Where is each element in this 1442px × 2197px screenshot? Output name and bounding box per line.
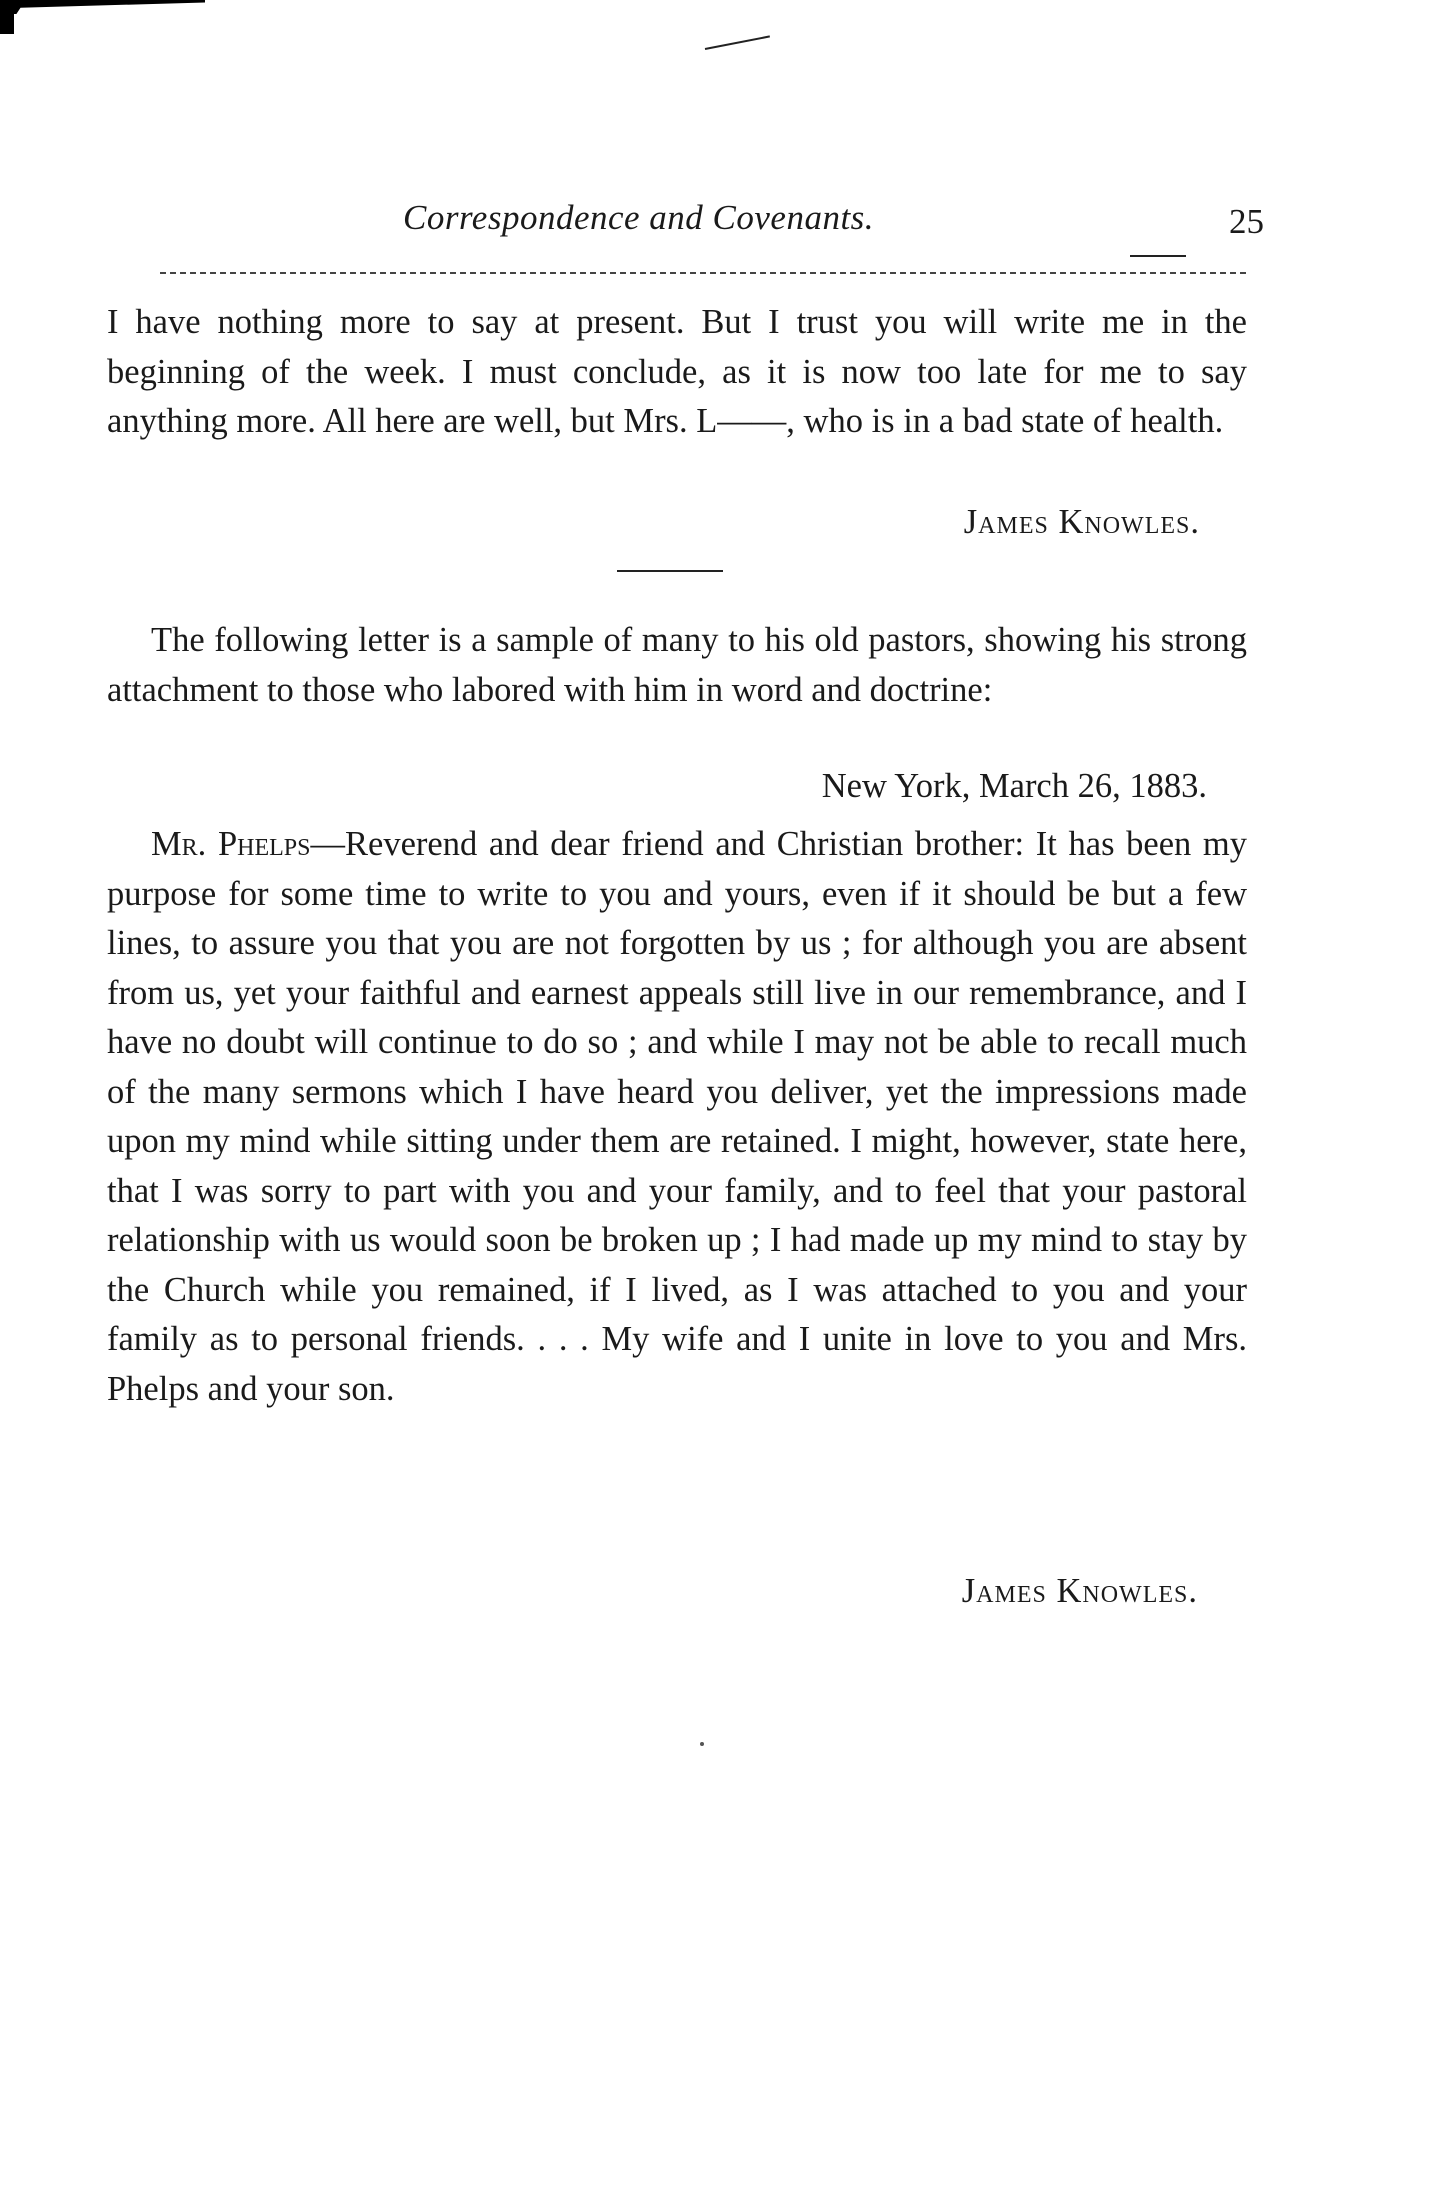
intro-text: The following letter is a sample of many to his old pastors, showing his strong attachment to those who labored with him in word and doctrine: (107, 621, 1247, 709)
letter-one-text: I have nothing more to say at present. But I trust you will write me in the beginning of the week. I must conclude, as it is now too late for me to say anything more. All here are well, but Mrs. L——, who is in a bad state of health. (107, 303, 1247, 440)
scan-mark (0, 0, 205, 14)
scan-mark-stem (0, 0, 14, 34)
letter-two (107, 820, 1247, 1414)
scan-stroke (705, 35, 770, 50)
letter-two-signature: James Knowles. (961, 1572, 1198, 1610)
letter-one (107, 298, 1247, 447)
section-divider (617, 570, 723, 572)
letter-one-signature: James Knowles. (963, 503, 1200, 541)
page-number: 25 (1229, 202, 1264, 241)
head-rule (160, 272, 1246, 274)
scan-speck (700, 1742, 704, 1746)
intro-paragraph (107, 616, 1247, 715)
running-head (108, 198, 1264, 248)
running-title: Correspondence and Covenants. (403, 198, 875, 237)
letter-two-body: —Reverend and dear friend and Christian brother: It has been my purpose for some time to write to you and yours, even if it should be but a few lines, to assure you that you are not forgotten by us ; for although you are absent from us, yet your faithful and earnest appeals still live in our remembrance, and I have no doubt will continue to do so ; and while I may not be able to recall much of the many sermons which I have heard you deliver, yet the impressions made upon my mind while sitting under them are retained. I might, however, state here, that I was sorry to part with you and your family, and to feel that your pastoral relationship with us would soon be broken up ; I had made up my mind to stay by the Church while you remained, if I lived, as I was attached to you and your family as to personal friends. . . . My wife and I unite in love to you and Mrs. Phelps and your son. (107, 825, 1247, 1408)
dateline: New York, March 26, 1883. (821, 767, 1207, 805)
salutation-name: Mr. Phelps (151, 825, 311, 863)
page-number-rule (1130, 255, 1186, 257)
